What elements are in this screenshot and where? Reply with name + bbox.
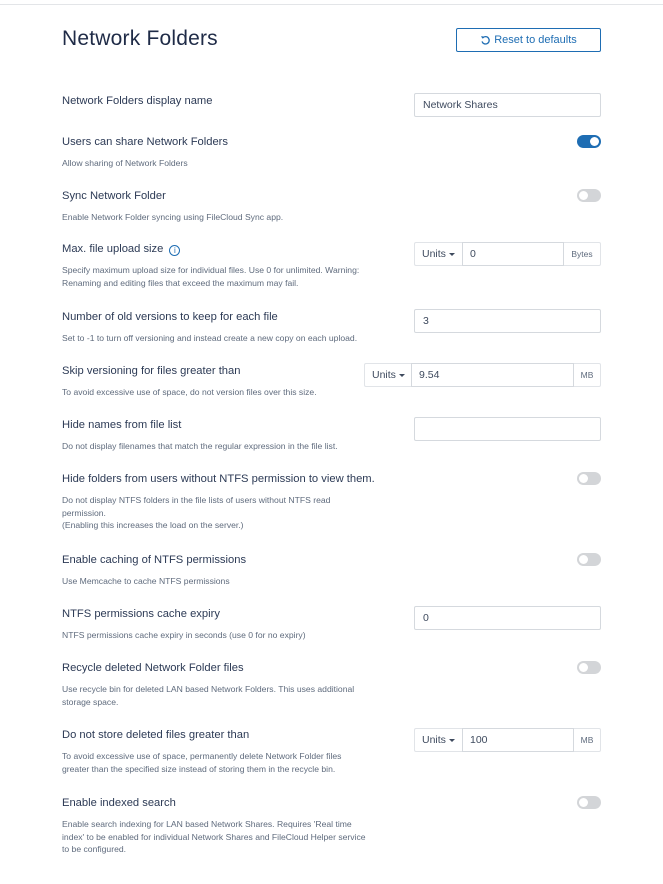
do-not-store-deleted-label: Do not store deleted files greater than xyxy=(62,729,250,741)
hide-folders-ntfs-toggle[interactable] xyxy=(577,472,601,485)
display-name-label: Network Folders display name xyxy=(62,95,213,107)
toggle-knob xyxy=(579,474,588,483)
top-divider xyxy=(0,4,663,5)
do-not-store-deleted-description xyxy=(62,750,601,775)
max-upload-size-label-text: Max. file upload size xyxy=(62,243,164,255)
setting-hide-names xyxy=(62,418,601,453)
ntfs-caching-toggle[interactable] xyxy=(577,553,601,566)
setting-sync-network-folder xyxy=(62,189,601,224)
users-can-share-description: Allow sharing of Network Folders xyxy=(62,158,188,168)
description-line: to be configured. xyxy=(62,844,127,854)
users-can-share-toggle[interactable] xyxy=(577,135,601,148)
max-upload-size-input[interactable] xyxy=(462,242,564,266)
ntfs-cache-expiry-label: NTFS permissions cache expiry xyxy=(62,608,220,620)
units-dropdown[interactable] xyxy=(414,728,462,752)
unit-addon: Bytes xyxy=(564,242,601,266)
setting-display-name xyxy=(62,94,601,108)
hide-names-description: Do not display filenames that match the regular expression in the file list. xyxy=(62,441,338,451)
ntfs-cache-expiry-description: NTFS permissions cache expiry in seconds (use 0 for no expiry) xyxy=(62,630,306,640)
caret-down-icon xyxy=(449,253,455,256)
max-upload-size-input-group xyxy=(414,242,601,266)
description-line: index' to be enabled for individual Network Shares and FileCloud Helper service xyxy=(62,831,366,842)
old-versions-label: Number of old versions to keep for each file xyxy=(62,311,278,323)
description-line: Enable search indexing for LAN based Network Shares. Requires 'Real time xyxy=(62,819,352,829)
hide-names-input[interactable] xyxy=(414,417,601,441)
description-line: Do not display NTFS folders in the file lists of users without NTFS read xyxy=(62,495,331,505)
ntfs-caching-description: Use Memcache to cache NTFS permissions xyxy=(62,576,230,586)
do-not-store-deleted-input[interactable] xyxy=(462,728,574,752)
hide-folders-ntfs-description xyxy=(62,494,601,532)
ntfs-caching-label: Enable caching of NTFS permissions xyxy=(62,554,247,566)
old-versions-description: Set to -1 to turn off versioning and instead create a new copy on each upload. xyxy=(62,333,358,343)
max-upload-size-description xyxy=(62,264,601,289)
display-name-input[interactable] xyxy=(414,93,601,117)
indexed-search-description xyxy=(62,818,601,856)
units-dropdown[interactable] xyxy=(414,242,462,266)
toggle-knob xyxy=(579,663,588,672)
reset-button-label: Reset to defaults xyxy=(494,34,577,46)
reset-to-defaults-button[interactable] xyxy=(456,28,601,52)
setting-users-can-share xyxy=(62,135,601,170)
setting-skip-versioning xyxy=(62,364,601,399)
undo-icon xyxy=(480,35,491,46)
description-line: Use recycle bin for deleted LAN based Network Folders. This uses additional xyxy=(62,684,355,694)
caret-down-icon xyxy=(449,739,455,742)
setting-old-versions xyxy=(62,310,601,345)
units-label: Units xyxy=(372,369,396,381)
indexed-search-label: Enable indexed search xyxy=(62,797,176,809)
sync-network-folder-toggle[interactable] xyxy=(577,189,601,202)
description-line: (Enabling this increases the load on the server.) xyxy=(62,520,244,530)
setting-ntfs-cache-expiry xyxy=(62,607,601,642)
recycle-deleted-toggle[interactable] xyxy=(577,661,601,674)
units-dropdown[interactable] xyxy=(364,363,411,387)
setting-indexed-search xyxy=(62,796,601,856)
unit-addon: MB xyxy=(574,363,601,387)
sync-network-folder-label: Sync Network Folder xyxy=(62,190,166,202)
ntfs-cache-expiry-input[interactable] xyxy=(414,606,601,630)
sync-network-folder-description: Enable Network Folder syncing using FileCloud Sync app. xyxy=(62,212,284,222)
toggle-knob xyxy=(579,798,588,807)
units-label: Units xyxy=(422,734,446,746)
unit-addon: MB xyxy=(574,728,601,752)
recycle-deleted-description xyxy=(62,683,601,708)
description-line: Specify maximum upload size for individual files. Use 0 for unlimited. Warning: xyxy=(62,265,360,275)
skip-versioning-description: To avoid excessive use of space, do not version files over this size. xyxy=(62,387,317,397)
do-not-store-deleted-input-group xyxy=(414,728,601,752)
caret-down-icon xyxy=(399,374,405,377)
info-icon[interactable]: i xyxy=(169,245,180,256)
setting-hide-folders-ntfs xyxy=(62,472,601,532)
description-line: greater than the specified size instead of storing them in the recycle bin. xyxy=(62,763,336,774)
hide-names-label: Hide names from file list xyxy=(62,419,182,431)
setting-do-not-store-deleted xyxy=(62,728,601,775)
hide-folders-ntfs-label: Hide folders from users without NTFS permission to view them. xyxy=(62,473,375,485)
setting-ntfs-caching xyxy=(62,553,601,588)
description-line: storage space. xyxy=(62,696,119,707)
setting-max-upload-size xyxy=(62,242,601,289)
old-versions-input[interactable] xyxy=(414,309,601,333)
setting-recycle-deleted xyxy=(62,661,601,708)
indexed-search-toggle[interactable] xyxy=(577,796,601,809)
recycle-deleted-label: Recycle deleted Network Folder files xyxy=(62,662,244,674)
page-title: Network Folders xyxy=(62,27,218,50)
skip-versioning-label: Skip versioning for files greater than xyxy=(62,365,241,377)
description-line: To avoid excessive use of space, permanently delete Network Folder files xyxy=(62,751,342,761)
description-line: Renaming and editing files that exceed the maximum may fail. xyxy=(62,277,299,288)
toggle-knob xyxy=(579,191,588,200)
skip-versioning-input[interactable] xyxy=(411,363,574,387)
toggle-knob xyxy=(579,555,588,564)
skip-versioning-input-group xyxy=(364,363,601,387)
toggle-knob xyxy=(590,137,599,146)
users-can-share-label: Users can share Network Folders xyxy=(62,136,229,148)
units-label: Units xyxy=(422,248,446,260)
description-line: permission. xyxy=(62,507,106,518)
